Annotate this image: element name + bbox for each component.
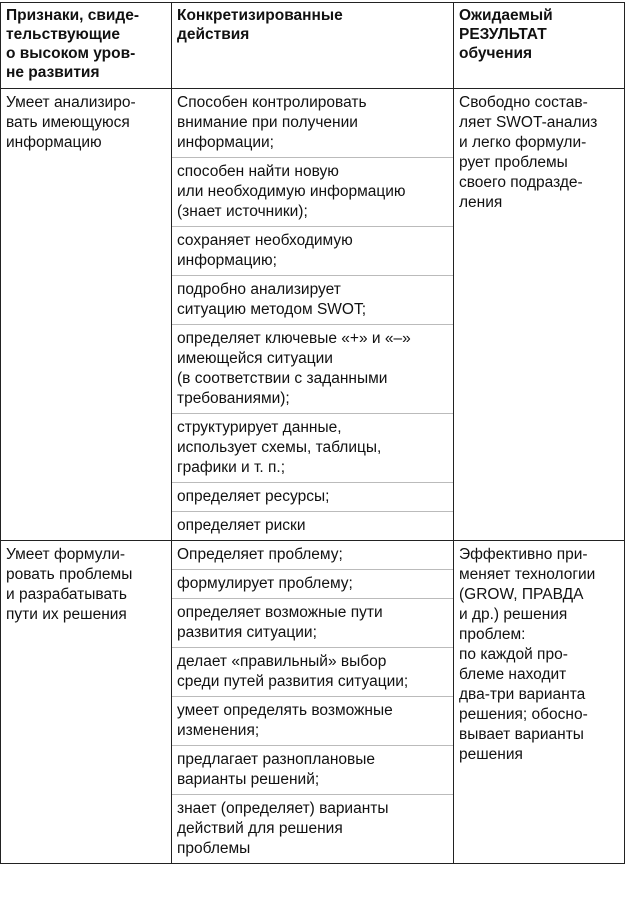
header-signs: Признаки, свиде- тельствующие о высоком уров- не развития [1, 3, 172, 89]
action-item: делает «правильный» выбор среди путей развития ситуации; [172, 648, 453, 697]
competency-table [0, 2, 625, 864]
action-item: формулирует проблему; [172, 570, 453, 599]
header-result: Ожидаемый РЕЗУЛЬТАТ обучения [454, 3, 625, 89]
action-item: предлагает разноплановые варианты решений; [172, 746, 453, 795]
action-item: Определяет проблему; [172, 541, 453, 570]
action-item: умеет определять возможные изменения; [172, 697, 453, 746]
header-actions: Конкретизированные действия [172, 3, 454, 89]
sign-cell: Умеет анализиро- вать имеющуюся информацию [1, 89, 172, 541]
result-cell: Свободно состав- ляет SWOT-анализ и легко формули- рует проблемы своего подразде- ления [454, 89, 625, 541]
action-item: определяет риски [177, 517, 306, 534]
action-item: подробно анализирует ситуацию методом SWOT; [172, 276, 453, 325]
action-item: сохраняет необходимую информацию; [172, 227, 453, 276]
sign-cell: Умеет формули- ровать проблемы и разрабатывать пути их решения [1, 541, 172, 864]
result-cell: Эффективно при- меняет технологии (GROW, ПРАВДА и др.) решения проблем: по каждой про- блеме находит два-три варианта решения; обосно- вывает варианты решения [454, 541, 625, 864]
action-item: структурирует данные, использует схемы, таблицы, графики и т. п.; [172, 414, 453, 483]
action-item: Способен контролировать внимание при получении информации; [172, 89, 453, 158]
action-item: знает (определяет) варианты действий для решения проблемы [177, 800, 389, 857]
actions-cell [172, 541, 454, 864]
action-item: определяет возможные пути развития ситуации; [172, 599, 453, 648]
action-item: определяет ресурсы; [172, 483, 453, 512]
actions-cell [172, 89, 454, 541]
table-row [1, 541, 625, 864]
action-item: определяет ключевые «+» и «–» имеющейся ситуации (в соответствии с заданными требованиями); [172, 325, 453, 414]
header-row [1, 3, 625, 89]
action-item: способен найти новую или необходимую информацию (знает источники); [172, 158, 453, 227]
table-row [1, 89, 625, 541]
